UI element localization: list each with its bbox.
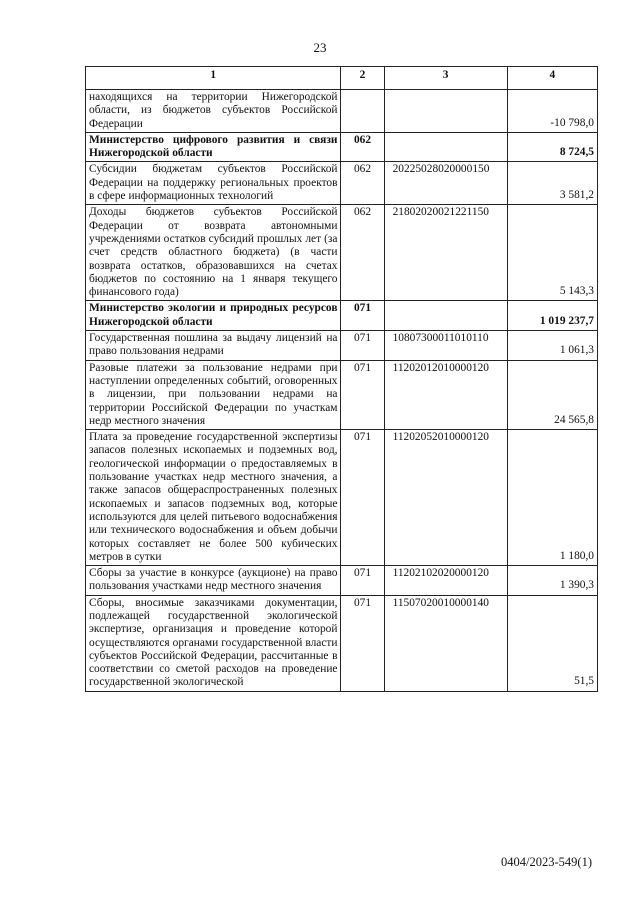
row-budget-code: 21802020021221150	[384, 205, 507, 301]
row-budget-code: 10807300011010110	[384, 331, 507, 361]
row-description: Плата за проведение государственной экспертизы запасов полезных ископаемых и подземных вод, геологической информации о предоставляемых в пользование участках недр местного значения, а также запасов общераспространенных полезных ископаемых и запасов подземных вод, которые используются для целей питьевого водоснабжения или технического водоснабжения и объем добычи которых составляет не более 500 кубических метров в сутки	[86, 430, 341, 566]
row-description: находящихся на территории Нижегородской области, из бюджетов субъектов Российской Федерации	[86, 90, 341, 133]
row-budget-code	[384, 132, 507, 162]
table-row	[86, 132, 598, 162]
row-budget-code: 20225028020000150	[384, 162, 507, 205]
row-amount: -10 798,0	[507, 90, 597, 133]
table-row	[86, 566, 598, 596]
table-row	[86, 162, 598, 205]
row-admin-code: 071	[341, 301, 384, 331]
row-admin-code: 062	[341, 162, 384, 205]
row-description: Государственная пошлина за выдачу лицензий на право пользования недрами	[86, 331, 341, 361]
row-amount: 1 019 237,7	[507, 301, 597, 331]
row-budget-code	[384, 301, 507, 331]
row-admin-code: 071	[341, 331, 384, 361]
table-row	[86, 360, 598, 429]
table-row	[86, 90, 598, 133]
row-description: Разовые платежи за пользование недрами при наступлении определенных событий, оговоренных в лицензии, при пользовании недрами на территории Российской Федерации по участкам недр местного значения	[86, 360, 341, 429]
row-admin-code: 071	[341, 566, 384, 596]
row-description: Сборы, вносимые заказчиками документации, подлежащей государственной экологической экспертизе, организация и проведение которой осуществляются органами государственной власти субъектов Российской Федерации, рассчитанные в соответствии со сметой расходов на проведение государственной экологической	[86, 595, 341, 691]
document-code: 0404/2023-549(1)	[501, 855, 592, 869]
row-amount: 8 724,5	[507, 132, 597, 162]
row-admin-code: 062	[341, 132, 384, 162]
row-budget-code: 11507020010000140	[384, 595, 507, 691]
table-row	[86, 301, 598, 331]
table-row	[86, 595, 598, 691]
row-amount: 1 061,3	[507, 331, 597, 361]
header-col-3: 3	[384, 67, 507, 90]
row-admin-code: 071	[341, 595, 384, 691]
row-admin-code	[341, 90, 384, 133]
row-amount: 5 143,3	[507, 205, 597, 301]
row-description: Министерство цифрового развития и связи Нижегородской области	[86, 132, 341, 162]
row-amount: 3 581,2	[507, 162, 597, 205]
row-budget-code	[384, 90, 507, 133]
row-description: Сборы за участие в конкурсе (аукционе) на право пользования участками недр местного значения	[86, 566, 341, 596]
row-description: Доходы бюджетов субъектов Российской Федерации от возврата автономными учреждениями остатков субсидий прошлых лет (за счет средств областного бюджета) (в части возврата остатков, образовавшихся на счетах бюджетов по состоянию на 1 января текущего финансового года)	[86, 205, 341, 301]
table-header-row	[86, 67, 598, 90]
header-col-4: 4	[507, 67, 597, 90]
row-amount: 51,5	[507, 595, 597, 691]
row-amount: 24 565,8	[507, 360, 597, 429]
page-number: 23	[313, 40, 327, 55]
row-admin-code: 062	[341, 205, 384, 301]
table-row	[86, 430, 598, 566]
row-description: Министерство экологии и природных ресурсов Нижегородской области	[86, 301, 341, 331]
header-col-1: 1	[86, 67, 341, 90]
row-amount: 1 390,3	[507, 566, 597, 596]
table-body	[86, 90, 598, 692]
row-budget-code: 11202052010000120	[384, 430, 507, 566]
revenue-table	[85, 66, 598, 692]
table-row	[86, 205, 598, 301]
row-admin-code: 071	[341, 430, 384, 566]
row-amount: 1 180,0	[507, 430, 597, 566]
row-budget-code: 11202012010000120	[384, 360, 507, 429]
header-col-2: 2	[341, 67, 384, 90]
table-row	[86, 331, 598, 361]
row-description: Субсидии бюджетам субъектов Российской Федерации на поддержку региональных проектов в сфере информационных технологий	[86, 162, 341, 205]
row-budget-code: 11202102020000120	[384, 566, 507, 596]
row-admin-code: 071	[341, 360, 384, 429]
